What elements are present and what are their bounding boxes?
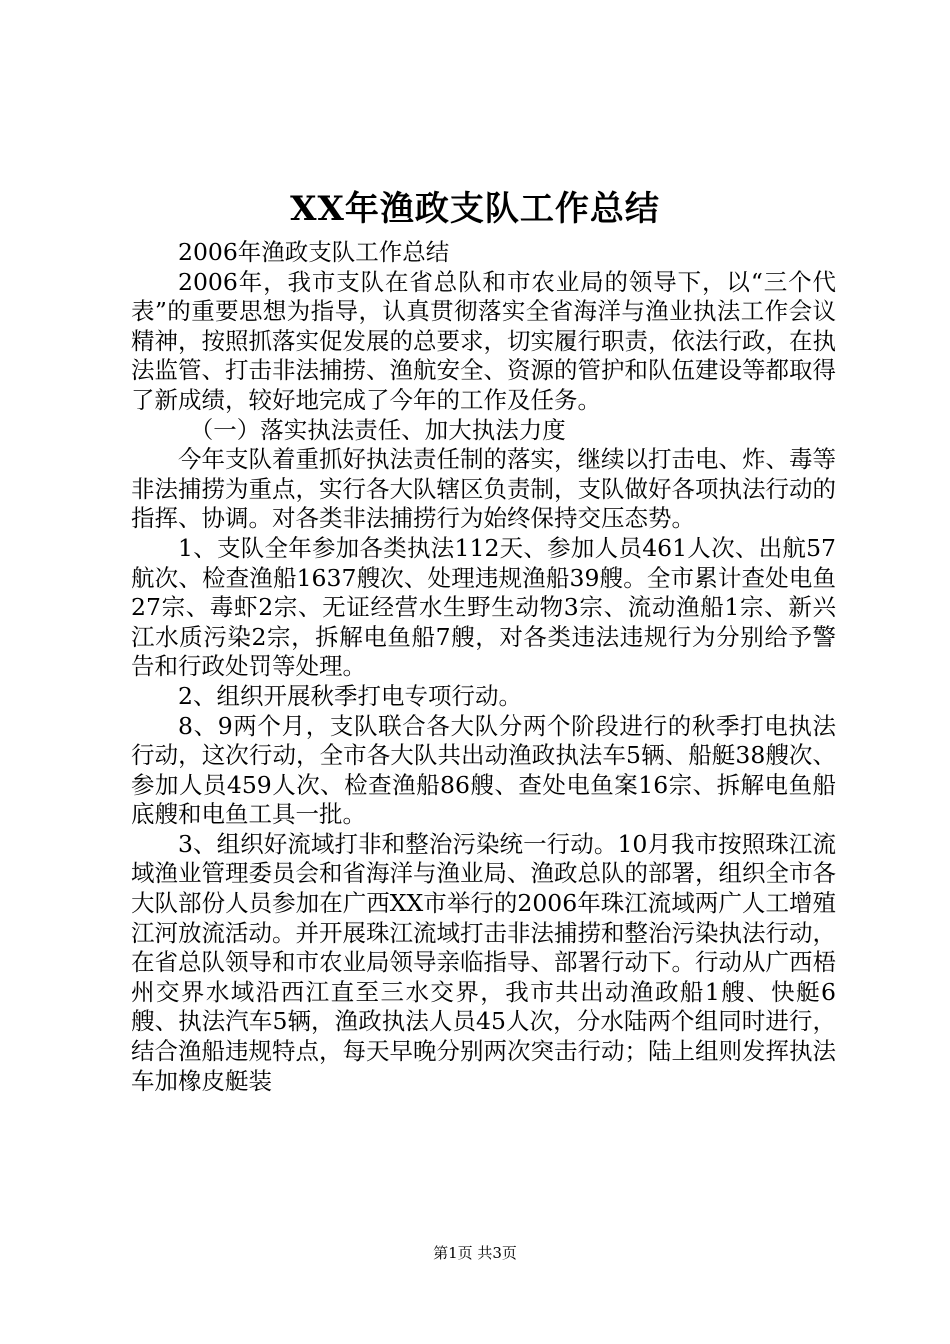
- body-paragraph: 8、9两个月，支队联合各大队分两个阶段进行的秋季打电执法行动，这次行动，全市各大队共出动渔政执法车5辆、船艇38艘次、参加人员459人次、检查渔船86艘、查处电鱼案16宗、拆解电鱼船底艘和电鱼工具一批。: [131, 711, 836, 829]
- body-paragraph: 今年支队着重抓好执法责任制的落实，继续以打击电、炸、毒等非法捕捞为重点，实行各大队辖区负责制，支队做好各项执法行动的指挥、协调。对各类非法捕捞行为始终保持交压态势。: [131, 445, 836, 533]
- body-paragraph: 3、组织好流域打非和整治污染统一行动。10月我市按照珠江流域渔业管理委员会和省海洋与渔业局、渔政总队的部署，组织全市各大队部份人员参加在广西XX市举行的2006年珠江流域两广人工增殖江河放流活动。并开展珠江流域打击非法捕捞和整治污染执法行动，在省总队领导和市农业局领导亲临指导、部署行动下。行动从广西梧州交界水域沿西江直至三水交界，我市共出动渔政船1艘、快艇6艘、执法汽车5辆，渔政执法人员45人次，分水陆两个组同时进行，结合渔船违规特点，每天早晚分别两次突击行动；陆上组则发挥执法车加橡皮艇装: [131, 829, 836, 1095]
- page-footer: 第1页 共3页: [433, 1244, 517, 1262]
- intro-paragraph: 2006年，我市支队在省总队和市农业局的领导下，以“三个代表”的重要思想为指导，认真贯彻落实全省海洋与渔业执法工作会议精神，按照抓落实促发展的总要求，切实履行职责，依法行政，在执法监管、打击非法捕捞、渔航安全、资源的管护和队伍建设等都取得了新成绩，较好地完成了今年的工作及任务。: [131, 267, 836, 414]
- body-paragraph: 1、支队全年参加各类执法112天、参加人员461人次、出航57航次、检查渔船1637艘次、处理违规渔船39艘。全市累计查处电鱼27宗、毒虾2宗、无证经营水生野生动物3宗、流动渔船1宗、新兴江水质污染2宗，拆解电鱼船7艘，对各类违法违规行为分别给予警告和行政处罚等处理。: [131, 533, 836, 681]
- summary-heading: 2006年渔政支队工作总结: [178, 238, 450, 266]
- body-paragraph: 2、组织开展秋季打电专项行动。: [178, 681, 522, 710]
- section-heading: （一）落实执法责任、加大执法力度: [189, 415, 566, 444]
- document-body: [131, 238, 836, 1096]
- document-title: XX年渔政支队工作总结: [290, 189, 660, 229]
